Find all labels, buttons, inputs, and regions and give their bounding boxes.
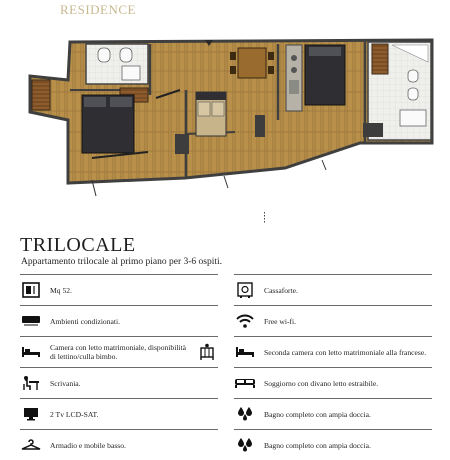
feature-item bbox=[20, 430, 218, 460]
feature-text: Cassaforte. bbox=[264, 285, 298, 295]
double-bed-icon bbox=[234, 341, 256, 363]
section-divider-mark bbox=[264, 212, 265, 224]
sofa-bed-icon bbox=[234, 372, 256, 394]
feature-item bbox=[234, 306, 432, 336]
feature-item bbox=[234, 275, 432, 305]
feature-row bbox=[20, 430, 432, 460]
feature-item bbox=[234, 399, 432, 429]
feature-text: Soggiorno con divano letto estraibile. bbox=[264, 378, 379, 388]
feature-text: Scrivania. bbox=[50, 378, 81, 388]
feature-text: Armadio e mobile basso. bbox=[50, 440, 126, 450]
brand-wordmark: RESIDENCE bbox=[60, 2, 136, 17]
feature-item bbox=[20, 337, 218, 367]
hanger-icon bbox=[20, 434, 42, 456]
double-bed-icon bbox=[20, 341, 42, 363]
feature-text: Bagno completo con ampia doccia. bbox=[264, 409, 371, 419]
wifi-icon bbox=[234, 310, 256, 332]
page-title: TRILOCALE bbox=[20, 234, 136, 256]
feature-text: Mq 52. bbox=[50, 285, 72, 295]
floor-plan bbox=[0, 20, 450, 220]
feature-item bbox=[234, 430, 432, 460]
feature-item bbox=[20, 368, 218, 398]
feature-text: 2 Tv LCD-SAT. bbox=[50, 409, 99, 419]
feature-row bbox=[20, 275, 432, 305]
feature-item bbox=[20, 275, 218, 305]
tv-icon bbox=[20, 403, 42, 425]
feature-item bbox=[20, 399, 218, 429]
entrance-marker-icon bbox=[205, 40, 213, 46]
feature-text: Seconda camera con letto matrimoniale alla francese. bbox=[264, 347, 427, 357]
feature-row bbox=[20, 368, 432, 398]
feature-text: Camera con letto matrimoniale, disponibilità di lettino/culla bimbo. bbox=[50, 343, 187, 361]
feature-text: Free wi-fi. bbox=[264, 316, 297, 326]
feature-row bbox=[20, 337, 432, 367]
feature-row bbox=[20, 306, 432, 336]
safe-icon bbox=[234, 279, 256, 301]
feature-text: Bagno completo con ampia doccia. bbox=[264, 440, 371, 450]
water-drops-icon bbox=[234, 403, 256, 425]
feature-row bbox=[20, 399, 432, 429]
feature-item bbox=[20, 306, 218, 336]
page-subtitle: Appartamento trilocale al primo piano per 3-6 ospiti. bbox=[21, 257, 223, 267]
floorplan-icon bbox=[20, 279, 42, 301]
feature-text: Ambienti condizionati. bbox=[50, 316, 121, 326]
desk-icon bbox=[20, 372, 42, 394]
water-drops-icon bbox=[234, 434, 256, 456]
feature-item bbox=[234, 337, 432, 367]
feature-item bbox=[234, 368, 432, 398]
crib-icon bbox=[196, 341, 218, 363]
air-conditioner-icon bbox=[20, 310, 42, 332]
